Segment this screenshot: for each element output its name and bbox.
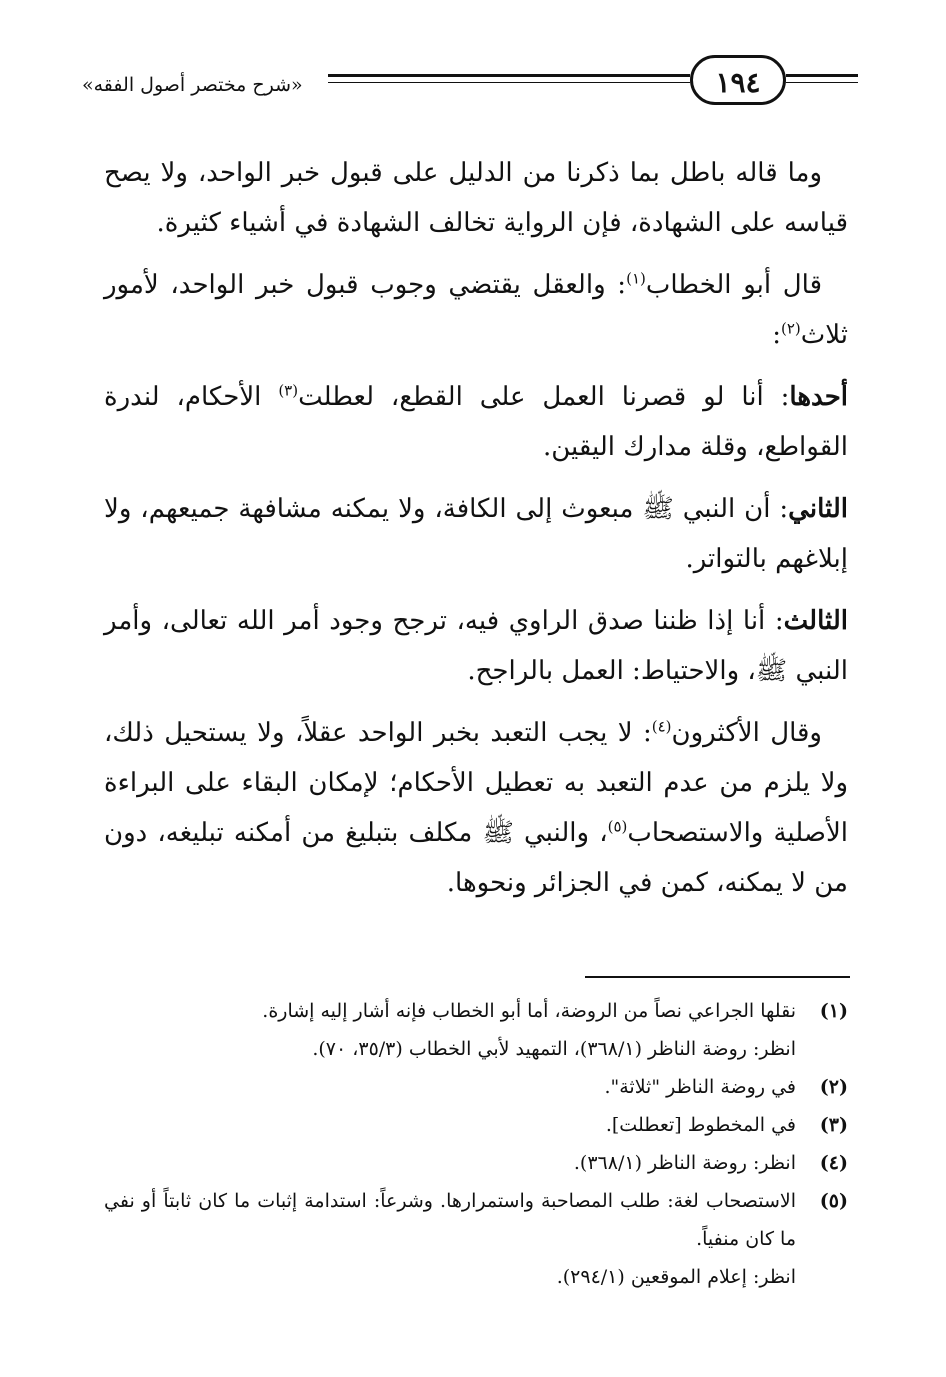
footnote-number: (٤) [819,1152,848,1174]
footnote-separator [585,976,850,978]
paragraph: قال أبو الخطاب$^{(١)}$: والعقل يقتضي وجوب قبول خبر الواحد، لأمور ثلاث$^{(٢)}$: [104,269,848,350]
footnote-number: (٣) [819,1114,848,1136]
footnote: (٥) الاستصحاب لغة: طلب المصاحبة واستمرارها. وشرعاً: استدامة إثبات ما كان ثابتاً أو نفي ما كان منفياً. انظر: إعلام الموقعين (٢٩٤/١). [104,1182,848,1296]
paragraph: الثالث: أنا إذا ظننا صدق الراوي فيه، ترجح وجود أمر الله تعالى، وأمر النبي ﷺ، والاحتياط: العمل بالراجح. [104,606,848,686]
paragraph: وقال الأكثرون$^{(٤)}$: لا يجب التعبد بخبر الواحد عقلاً، ولا يستحيل ذلك، ولا يلزم من عدم التعبد به تعطيل الأحكام؛ لإمكان البقاء على البراءة الأصلية والاستصحاب$^{(٥)}$، والنبي ﷺ مكلف بتبليغ من أمكنه تبليغه، دون من لا يمكنه، كمن في الجزائر ونحوها. [104,717,848,898]
footnote: (٢) في روضة الناظر "ثلاثة". [104,1068,848,1106]
header-rule [328,82,690,83]
footnote-number: (٥) [819,1190,848,1212]
paragraph: وما قاله باطل بما ذكرنا من الدليل على قبول خبر الواحد، ولا يصح قياسه على الشهادة، فإن الرواية تخالف الشهادة في أشياء كثيرة. [104,158,848,238]
paragraph-lead: أحدها [789,382,848,412]
footnote-ref: (٣) [278,381,299,400]
header-rule [786,82,858,83]
page-number: ١٩٤ [690,55,786,105]
footnote-source: انظر: روضة الناظر (٣٦٨/١)، التمهيد لأبي الخطاب (٣٥/٣، ٧٠). [312,1038,796,1060]
footnote-number: (١) [819,1000,848,1022]
footnotes [104,992,848,1296]
paragraph: أحدها: أنا لو قصرنا العمل على القطع، لعطلت$^{(٣)}$ الأحكام، لندرة القواطع، وقلة مدارك اليقين. [104,381,848,462]
paragraph-lead: الثاني [788,494,848,524]
footnote: (١) نقلها الجراعي نصاً من الروضة، أما أبو الخطاب فإنه أشار إليه إشارة. انظر: روضة الناظر (٣٦٨/١)، التمهيد لأبي الخطاب (٣٥/٣، ٧٠). [104,992,848,1068]
header-rule [786,74,858,77]
footnote-ref: (٢) [780,319,801,338]
footnote-ref: (٥) [607,817,628,836]
footnote-ref: (٤) [651,717,672,736]
footnote: (٤) انظر: روضة الناظر (٣٦٨/١). [104,1144,848,1182]
paragraph: الثاني: أن النبي ﷺ مبعوث إلى الكافة، ولا يمكنه مشافهة جميعهم، ولا إبلاغهم بالتواتر. [104,494,848,574]
footnote-number: (٢) [819,1076,848,1098]
footnote-source: انظر: إعلام الموقعين (٢٩٤/١). [556,1266,796,1288]
header-rule [328,74,690,77]
page-header [70,52,860,112]
main-text [104,148,848,920]
running-title: «شرح مختصر أصول الفقه» [82,74,303,96]
footnote: (٣) في المخطوط [تعطلت]. [104,1106,848,1144]
paragraph-lead: الثالث [783,606,848,636]
footnote-ref: (١) [626,269,646,288]
